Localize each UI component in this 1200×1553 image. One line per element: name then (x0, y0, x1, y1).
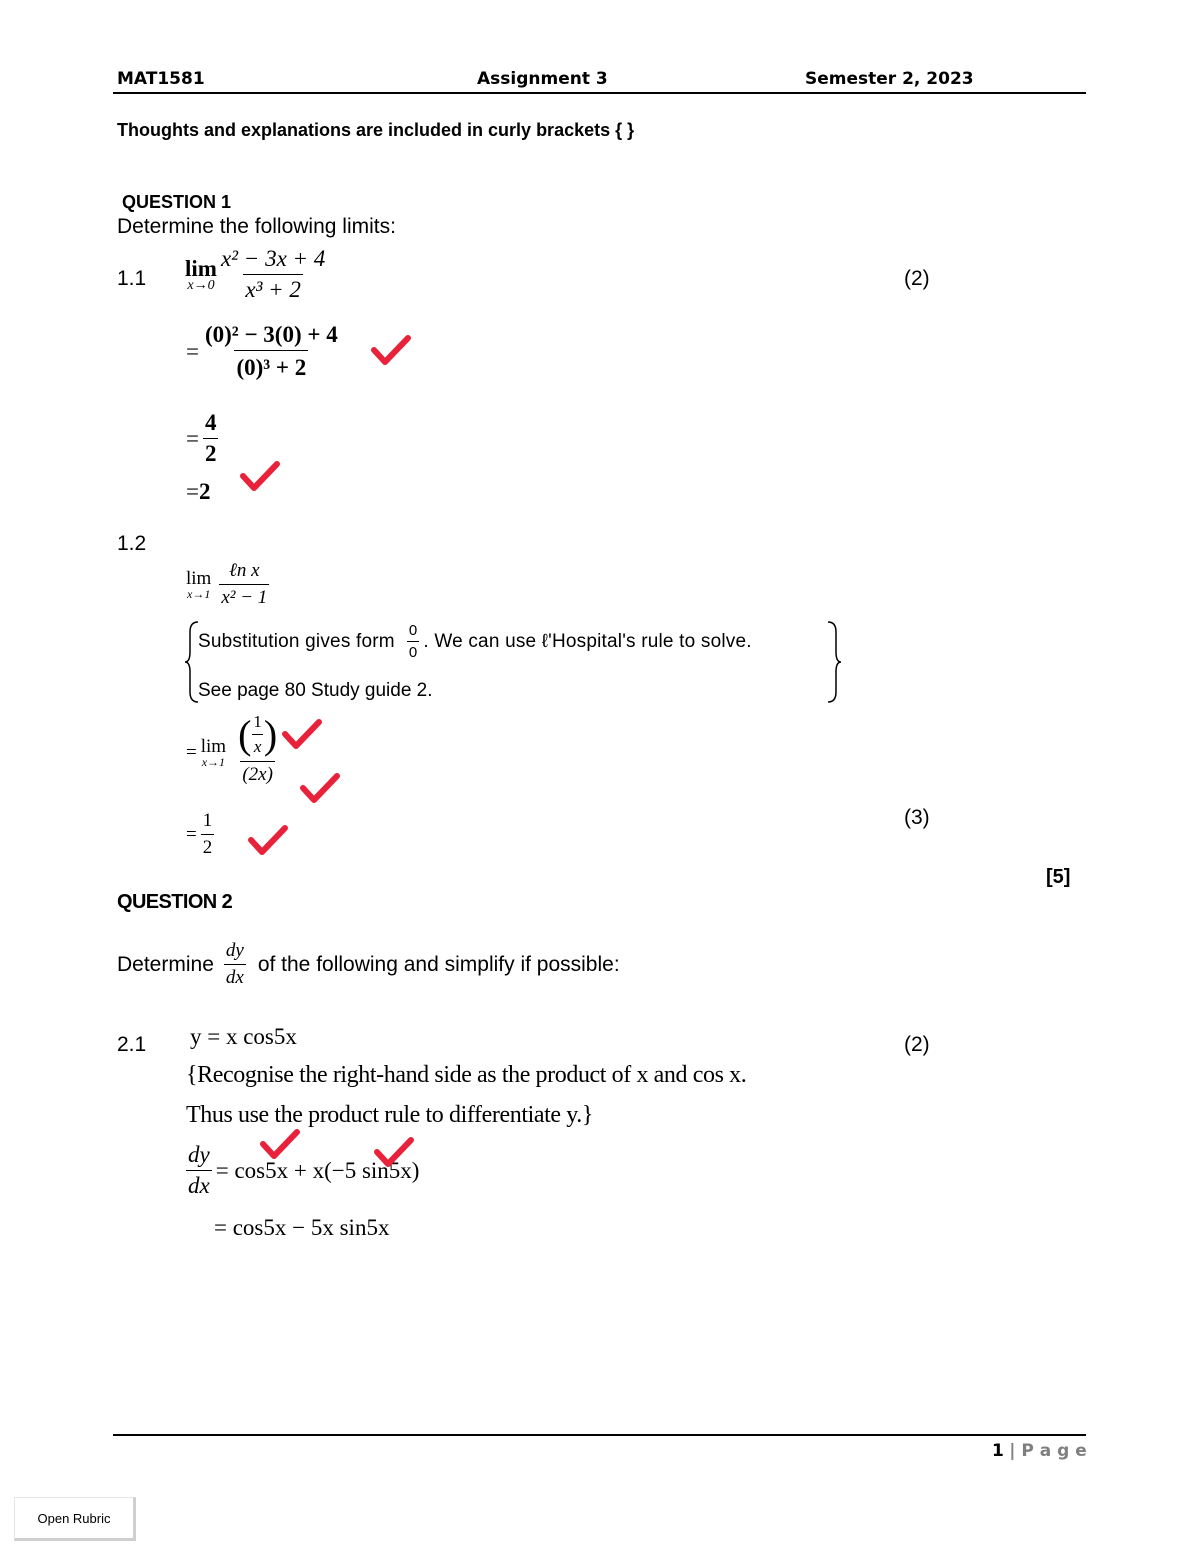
substituted-denominator: (0)³ + 2 (234, 350, 308, 381)
tick-mark-icon (260, 1128, 300, 1162)
derivative-expression: = cos5x + x(−5 sin5x) (215, 1157, 420, 1183)
derivative-numerator (236, 712, 279, 761)
lim-subscript: x→1 (187, 586, 211, 601)
substituted-fraction (203, 322, 340, 381)
lim-operator: lim (200, 736, 227, 757)
tick-mark-icon (248, 824, 288, 858)
limit-1-2-expression (186, 560, 269, 609)
result-step (186, 479, 210, 505)
note-text: Substitution gives form (198, 630, 395, 652)
derivative-denominator: (2x) (240, 761, 275, 786)
limit-fraction (219, 246, 327, 303)
fraction-denominator: 0 (407, 641, 420, 661)
right-paren: ) (263, 711, 278, 757)
lim-operator: lim (186, 567, 212, 589)
question-1-title: QUESTION 1 (122, 192, 232, 212)
limit-fraction (219, 560, 269, 609)
equals-sign: = (186, 823, 197, 845)
part-1-2-mark: (3) (904, 806, 930, 829)
fraction-numerator: ℓn x (229, 560, 260, 581)
tick-mark-icon (240, 460, 280, 494)
tick-mark-icon (282, 718, 322, 752)
fraction-denominator: x (252, 734, 264, 757)
fraction-numerator: dy (188, 1142, 210, 1167)
page-number (992, 1441, 1087, 1461)
note-text: . We can use ℓ'Hospital's rule to solve. (423, 630, 752, 652)
semester-label: Semester 2, 2023 (805, 69, 974, 89)
zero-over-zero (407, 622, 420, 661)
fraction-denominator: dx (224, 964, 246, 989)
fraction-denominator: 2 (201, 834, 215, 859)
equals-sign: = (186, 338, 199, 364)
part-2-1-mark: (2) (904, 1033, 930, 1056)
part-2-1-label: 2.1 (117, 1033, 147, 1056)
tick-mark-icon (374, 1136, 414, 1170)
header-rule (113, 92, 1086, 94)
page-label: | P a g e (1009, 1441, 1087, 1461)
lhospital-step (186, 712, 279, 786)
tick-mark-icon (371, 334, 411, 368)
explanation-note-line-2: See page 80 Study guide 2. (198, 680, 433, 701)
course-code: MAT1581 (117, 69, 205, 89)
limit-1-1-expression (185, 246, 327, 303)
right-curly-brace (826, 620, 842, 704)
derivative-fraction (236, 712, 279, 786)
fraction-step (186, 410, 218, 467)
lim-subscript: x→1 (201, 755, 226, 769)
answer-step (186, 810, 214, 859)
simple-fraction (203, 410, 219, 467)
question-1-total: [5] (1046, 866, 1071, 888)
equals-sign: = (186, 425, 199, 451)
question-2-title: QUESTION 2 (117, 891, 233, 913)
explanation-line-1: {Recognise the right-hand side as the product of x and cos x. (186, 1062, 747, 1088)
open-rubric-button[interactable]: Open Rubric (14, 1497, 136, 1541)
result-value: 2 (198, 479, 211, 504)
tick-mark-icon (300, 772, 340, 806)
prompt-text: Determine (117, 952, 214, 976)
left-paren: ( (238, 711, 252, 757)
question-1-prompt: Determine the following limits: (117, 215, 396, 238)
explanation-note-line-1 (198, 622, 752, 661)
substituted-numerator: (0)² − 3(0) + 4 (204, 322, 338, 347)
part-1-1-label: 1.1 (117, 267, 147, 290)
equals-sign: = (186, 479, 199, 504)
given-function: y = x cos5x (190, 1024, 297, 1049)
fraction-numerator: x² − 3x + 4 (220, 246, 326, 271)
part-1-2-label: 1.2 (117, 532, 147, 555)
answer-fraction (201, 810, 215, 859)
equals-sign: = (186, 742, 197, 763)
derivative-step-2: = cos5x − 5x sin5x (214, 1215, 390, 1240)
fraction-numerator: 0 (408, 622, 418, 639)
footer-rule (113, 1434, 1086, 1436)
dy-dx-fraction (186, 1142, 212, 1199)
intro-note: Thoughts and explanations are included in curly brackets { } (117, 120, 635, 140)
inner-fraction (251, 712, 264, 757)
lim-operator: lim (185, 255, 217, 281)
assignment-title: Assignment 3 (477, 69, 608, 89)
page-number-value: 1 (992, 1441, 1004, 1461)
fraction-denominator: x² − 1 (219, 584, 269, 609)
prompt-text: of the following and simplify if possible: (257, 952, 620, 976)
fraction-numerator: 1 (253, 712, 262, 731)
fraction-denominator: x³ + 2 (243, 274, 303, 303)
fraction-numerator: 1 (202, 810, 213, 831)
part-1-1-mark: (2) (904, 267, 930, 290)
fraction-numerator: 4 (204, 410, 217, 435)
fraction-denominator: 2 (203, 438, 219, 467)
substitution-step (186, 322, 340, 381)
explanation-line-2: Thus use the product rule to differentiate y.} (186, 1102, 593, 1128)
question-2-prompt (117, 940, 620, 989)
dy-dx-fraction (224, 940, 246, 989)
fraction-numerator: dy (225, 940, 244, 961)
fraction-denominator: dx (186, 1170, 212, 1199)
lim-subscript: x→0 (187, 277, 215, 293)
